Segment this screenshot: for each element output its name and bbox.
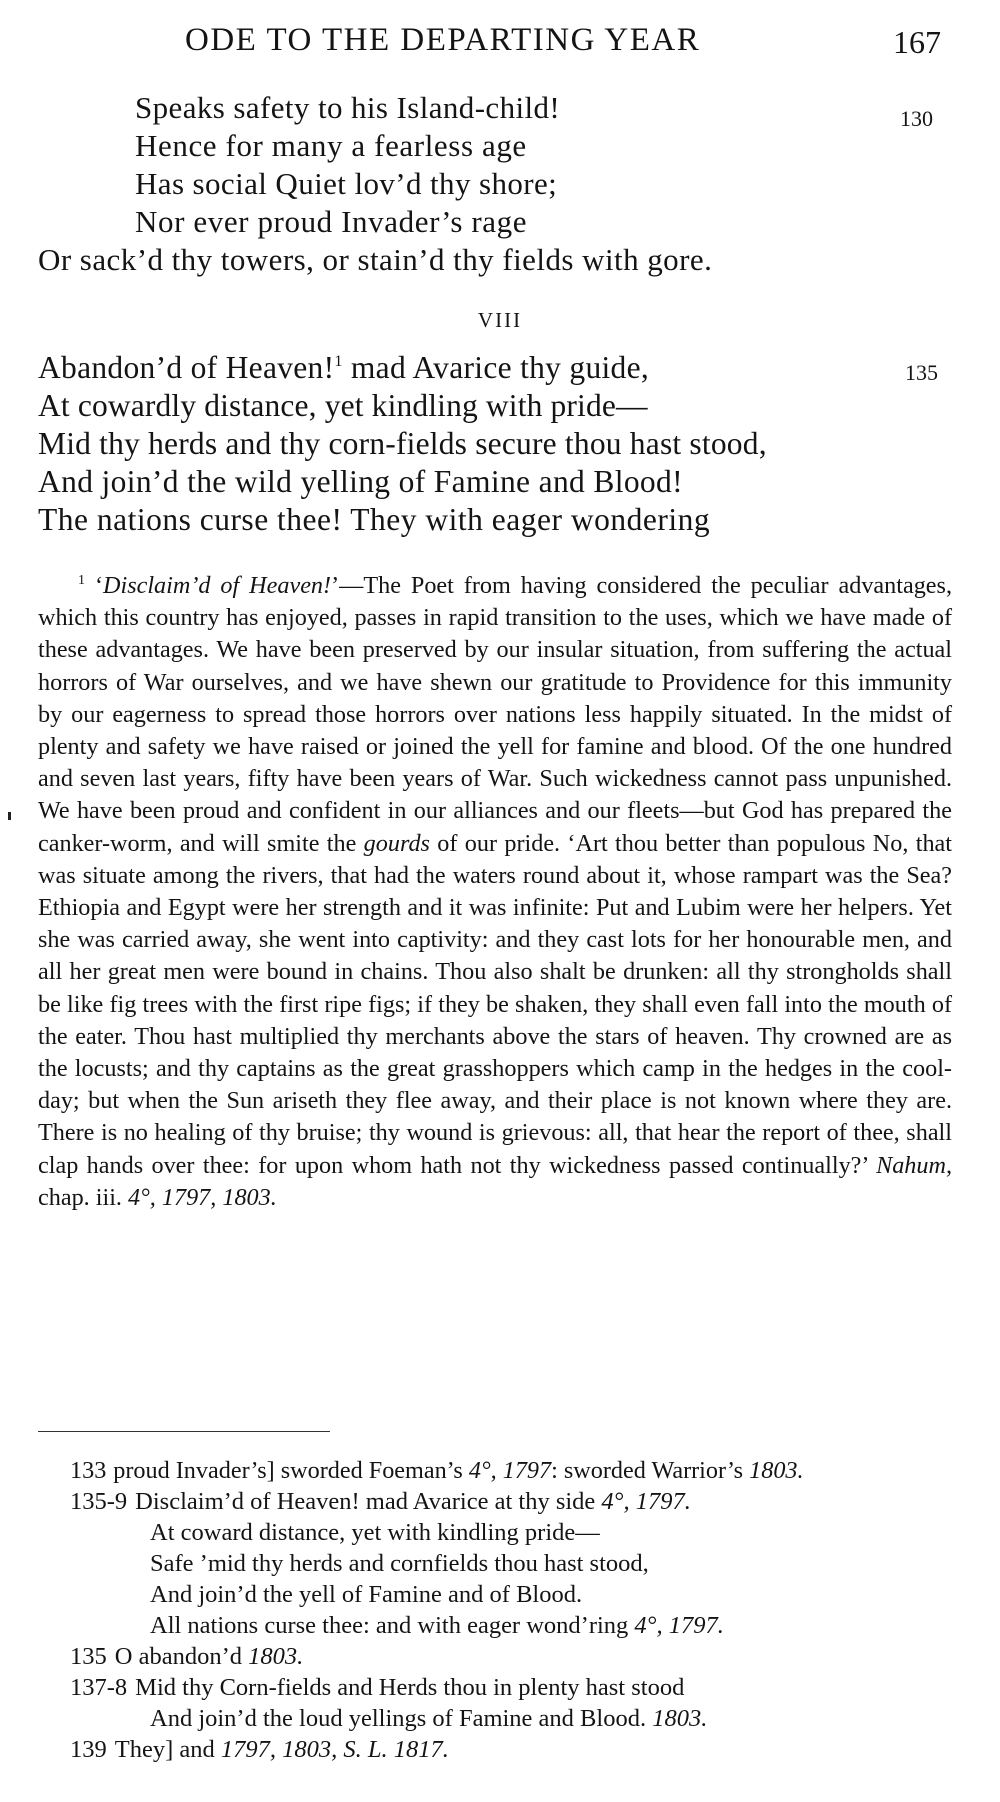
poem-line-135-end: mad Avarice thy guide,: [342, 350, 650, 385]
poem-line-136: At cowardly distance, yet kindling with pride—: [38, 388, 648, 423]
line-number-135: 135: [905, 360, 938, 385]
footnote-paragraph: [38, 570, 952, 1214]
footnote-chapter: chap. iii.: [38, 1183, 129, 1211]
running-title: ODE TO THE DEPARTING YEAR: [185, 22, 701, 58]
variant-135-9-line-1: Disclaim’d of Heaven! mad Avarice at thy side: [135, 1488, 602, 1515]
line-number-130: 130: [900, 106, 933, 131]
variant-135-number: 135: [70, 1643, 107, 1670]
poem-line-132: Has social Quiet lov’d thy shore;: [135, 166, 558, 201]
footnote-quote-open: ‘: [94, 572, 103, 599]
variant-135-source: 1803.: [248, 1643, 304, 1670]
variant-135-9-line-5: [150, 1610, 724, 1641]
stanza-numeral: VIII: [477, 308, 523, 332]
variant-139-sources: 1797, 1803, S. L. 1817.: [220, 1736, 449, 1763]
variant-135-9: [70, 1486, 691, 1517]
poem-line-135: [38, 348, 649, 388]
variant-133-text-a: proud Invader’s] sworded Foeman’s: [113, 1457, 469, 1484]
footnote-text-part-b: of our pride. ‘Art thou better than populous No, that was situate among the rivers, that had the waters round about it, whose rampart was the Sea? Ethiopia and Egypt were her strength and it was infinite: Put and Lubim were her helpers. Yet she was carried away, she went into captivity: and they cast lots for her honourable men, and all her great men were bound in chains. Thou also shalt be drunken: all thy strongholds shall be like fig trees with the first ripe figs; if they be shaken, they shall even fall into the mouth of the eater. Thou hast multiplied thy merchants above the stars of heaven. Thy crowned are as the locusts; and thy captains as the great grasshoppers which camp in the hedges in the cool-day; but when the Sun ariseth they flee away, and their place is not known where they are. There is no healing of thy bruise; thy wound is grievous: all, that hear the report of thee, shall clap hands over thee: for upon whom hath not thy wickedness passed continually?’: [38, 829, 952, 1179]
footnote-sources: 4°, 1797, 1803.: [128, 1183, 277, 1211]
variant-137-8-number: 137-8: [70, 1674, 128, 1701]
variant-135-9-source-5: 4°, 1797.: [634, 1612, 724, 1639]
footnote-divider: [38, 1431, 330, 1432]
variant-135-9-line-2: At coward distance, yet with kindling pride—: [150, 1519, 600, 1546]
variant-137-8-line-2-text: And join’d the loud yellings of Famine and Blood.: [150, 1705, 653, 1732]
footnote-nahum: Nahum,: [876, 1151, 952, 1179]
variant-135: [70, 1641, 303, 1672]
variant-137-8: [70, 1672, 684, 1703]
poem-line-135-start: Abandon’d of Heaven!: [38, 350, 335, 385]
page-number: 167: [893, 24, 941, 60]
variant-135-text: O abandon’d: [114, 1643, 249, 1670]
variant-135-9-line-3: Safe ’mid thy herds and cornfields thou hast stood,: [150, 1550, 649, 1577]
variant-139: [70, 1734, 449, 1765]
variant-139-text: They] and: [114, 1736, 221, 1763]
poem-line-134: Or sack’d thy towers, or stain’d thy fields with gore.: [38, 242, 713, 277]
variant-137-8-line-2: [150, 1703, 707, 1734]
variant-133-number: 133: [70, 1457, 107, 1484]
variant-135-9-line-5-text: All nations curse thee: and with eager wond’ring: [150, 1612, 635, 1639]
footnote-marker: 1: [78, 573, 85, 588]
poem-line-137: Mid thy herds and thy corn-fields secure thou hast stood,: [38, 426, 767, 461]
footnote-gourds: gourds: [363, 829, 430, 857]
variant-135-9-line-4: And join’d the yell of Famine and of Blood.: [150, 1581, 583, 1608]
variant-139-number: 139: [70, 1736, 107, 1763]
footnote-quoted-phrase: Disclaim’d of Heaven!: [103, 572, 332, 599]
poem-line-138: And join’d the wild yelling of Famine and Blood!: [38, 464, 683, 499]
poem-line-131: Hence for many a fearless age: [135, 128, 527, 163]
variant-133: [70, 1455, 804, 1486]
footnote: [38, 570, 952, 1214]
footnote-quote-close: ’: [331, 572, 340, 599]
footnote-ref-marker: 1: [334, 353, 343, 370]
poem-line-130: Speaks safety to his Island-child!: [135, 90, 561, 125]
poem-line-139: The nations curse thee! They with eager wondering: [38, 502, 711, 537]
variant-133-source-b: 1803.: [749, 1457, 804, 1484]
ink-speck: [8, 812, 11, 820]
variant-135-9-source-1: 4°, 1797.: [601, 1488, 691, 1515]
variant-135-9-number: 135-9: [70, 1488, 128, 1515]
variant-137-8-source-2: 1803.: [652, 1705, 708, 1732]
variant-133-text-b: : sworded Warrior’s: [551, 1457, 750, 1484]
variant-133-source-a: 4°, 1797: [468, 1457, 552, 1484]
footnote-text-part-a: —The Poet from having considered the peculiar advantages, which this country has enjoyed, passes in rapid transition to the uses, which we have made of these advantages. We have been preserved by our insular situation, from suffering the actual horrors of War ourselves, and we have shewn our gratitude to Providence for this immunity by our eagerness to spread those horrors over nations less happily situated. In the midst of plenty and safety we have raised or joined the yell for famine and blood. Of the one hundred and seven last years, fifty have been years of War. Such wickedness cannot pass unpunished. We have been proud and confident in our alliances and our fleets—but God has prepared the canker-worm, and will smite the: [38, 572, 952, 857]
variant-137-8-line-1: Mid thy Corn-fields and Herds thou in plenty hast stood: [135, 1674, 685, 1701]
page-header: [0, 22, 1000, 72]
poem-line-133: Nor ever proud Invader’s rage: [135, 204, 528, 239]
